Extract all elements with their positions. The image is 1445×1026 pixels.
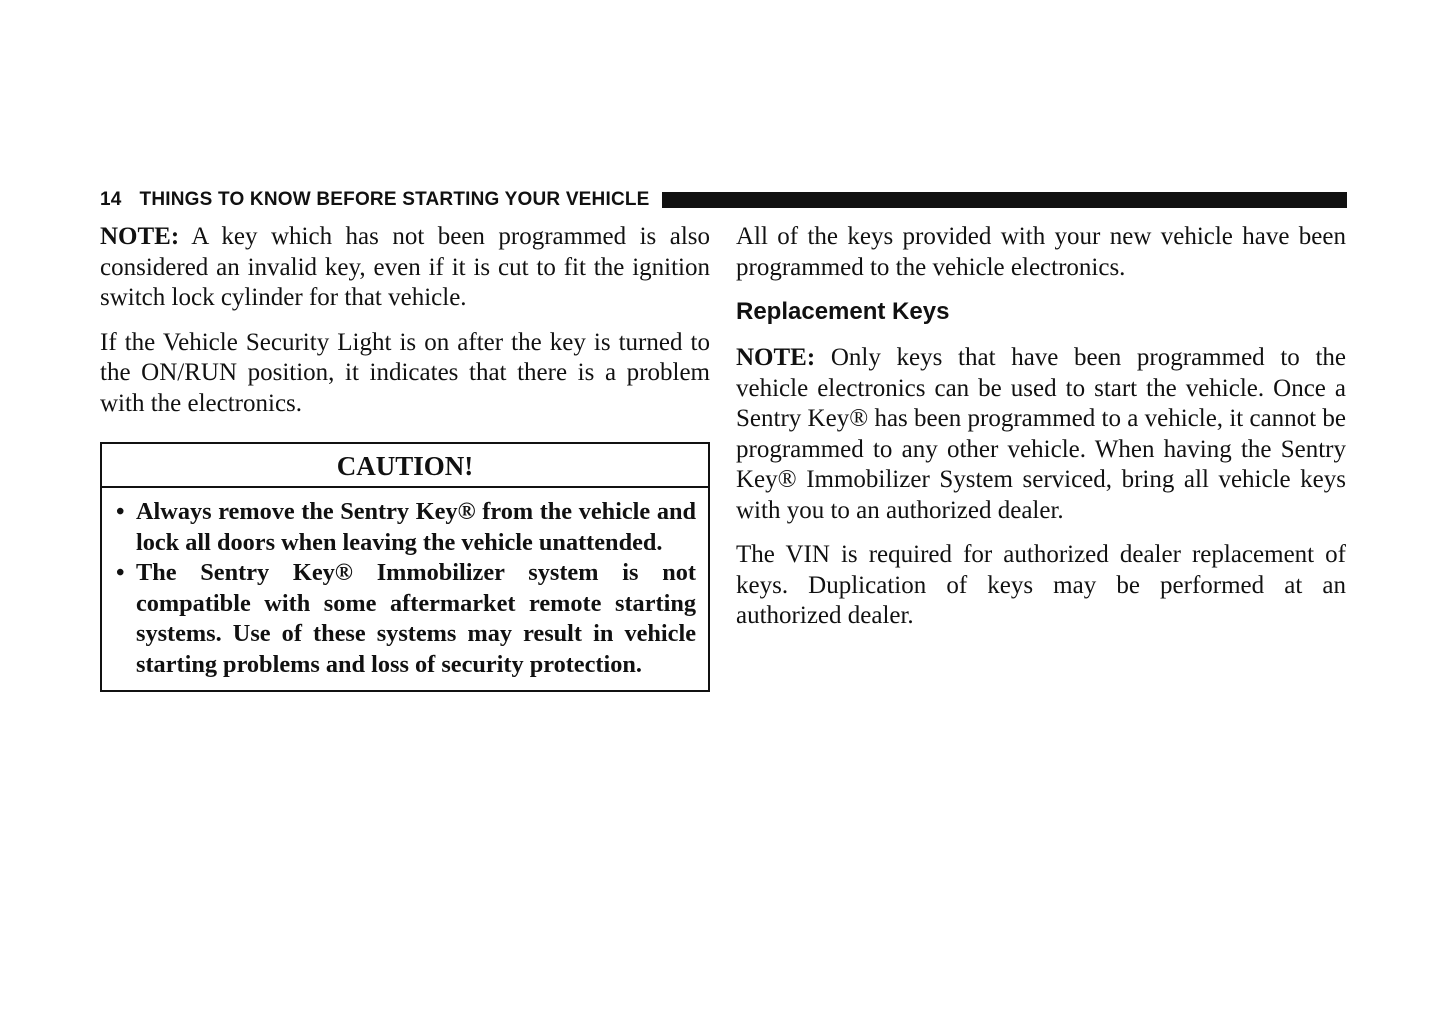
caution-item-text: Always remove the Sentry Key® from the vehicle and lock all doors when leaving the vehicle unattended. (136, 498, 696, 556)
replacement-keys-heading: Replacement Keys (736, 298, 950, 325)
bullet-icon: • (116, 559, 125, 586)
vin-paragraph: The VIN is required for authorized dealer replacement of keys. Duplication of keys may be performed at an authorized dealer. (736, 541, 1346, 629)
security-light-paragraph: If the Vehicle Security Light is on after the key is turned to the ON/RUN position, it indicates that there is a problem with the electronics. (100, 328, 710, 417)
caution-item (114, 558, 696, 680)
caution-box (100, 442, 710, 692)
right-column (736, 222, 1346, 646)
note-text: Only keys that have been programmed to the vehicle electronics can be used to start the vehicle. Once a Sentry Key® has been programmed to a vehicle, it cannot be programmed to any other vehicle. When having the Sentry Key® Immobilizer System serviced, bring all vehicle keys with you to an authorized dealer. (736, 344, 1346, 524)
caution-item-text: The Sentry Key® Immobilizer system is not compatible with some aftermarket remote starting systems. Use of these systems may result in vehicle starting problems and loss of security protection. (136, 559, 696, 678)
caution-item (114, 497, 696, 558)
note-paragraph (100, 222, 710, 314)
keys-programmed-paragraph: All of the keys provided with your new vehicle have been programmed to the vehicle electronics. (736, 223, 1346, 281)
page-header (100, 187, 1347, 213)
note-paragraph (736, 343, 1346, 526)
page-number: 14 (100, 189, 122, 210)
caution-title: CAUTION! (102, 444, 708, 488)
note-label: NOTE: (100, 223, 180, 250)
bullet-icon: • (116, 498, 125, 525)
caution-list (102, 488, 708, 690)
note-label: NOTE: (736, 344, 816, 371)
section-title: THINGS TO KNOW BEFORE STARTING YOUR VEHICLE (139, 189, 650, 210)
note-text: A key which has not been programmed is also considered an invalid key, even if it is cut to fit the ignition switch lock cylinder for that vehicle. (100, 223, 710, 311)
left-column (100, 222, 710, 692)
header-rule (662, 192, 1347, 208)
